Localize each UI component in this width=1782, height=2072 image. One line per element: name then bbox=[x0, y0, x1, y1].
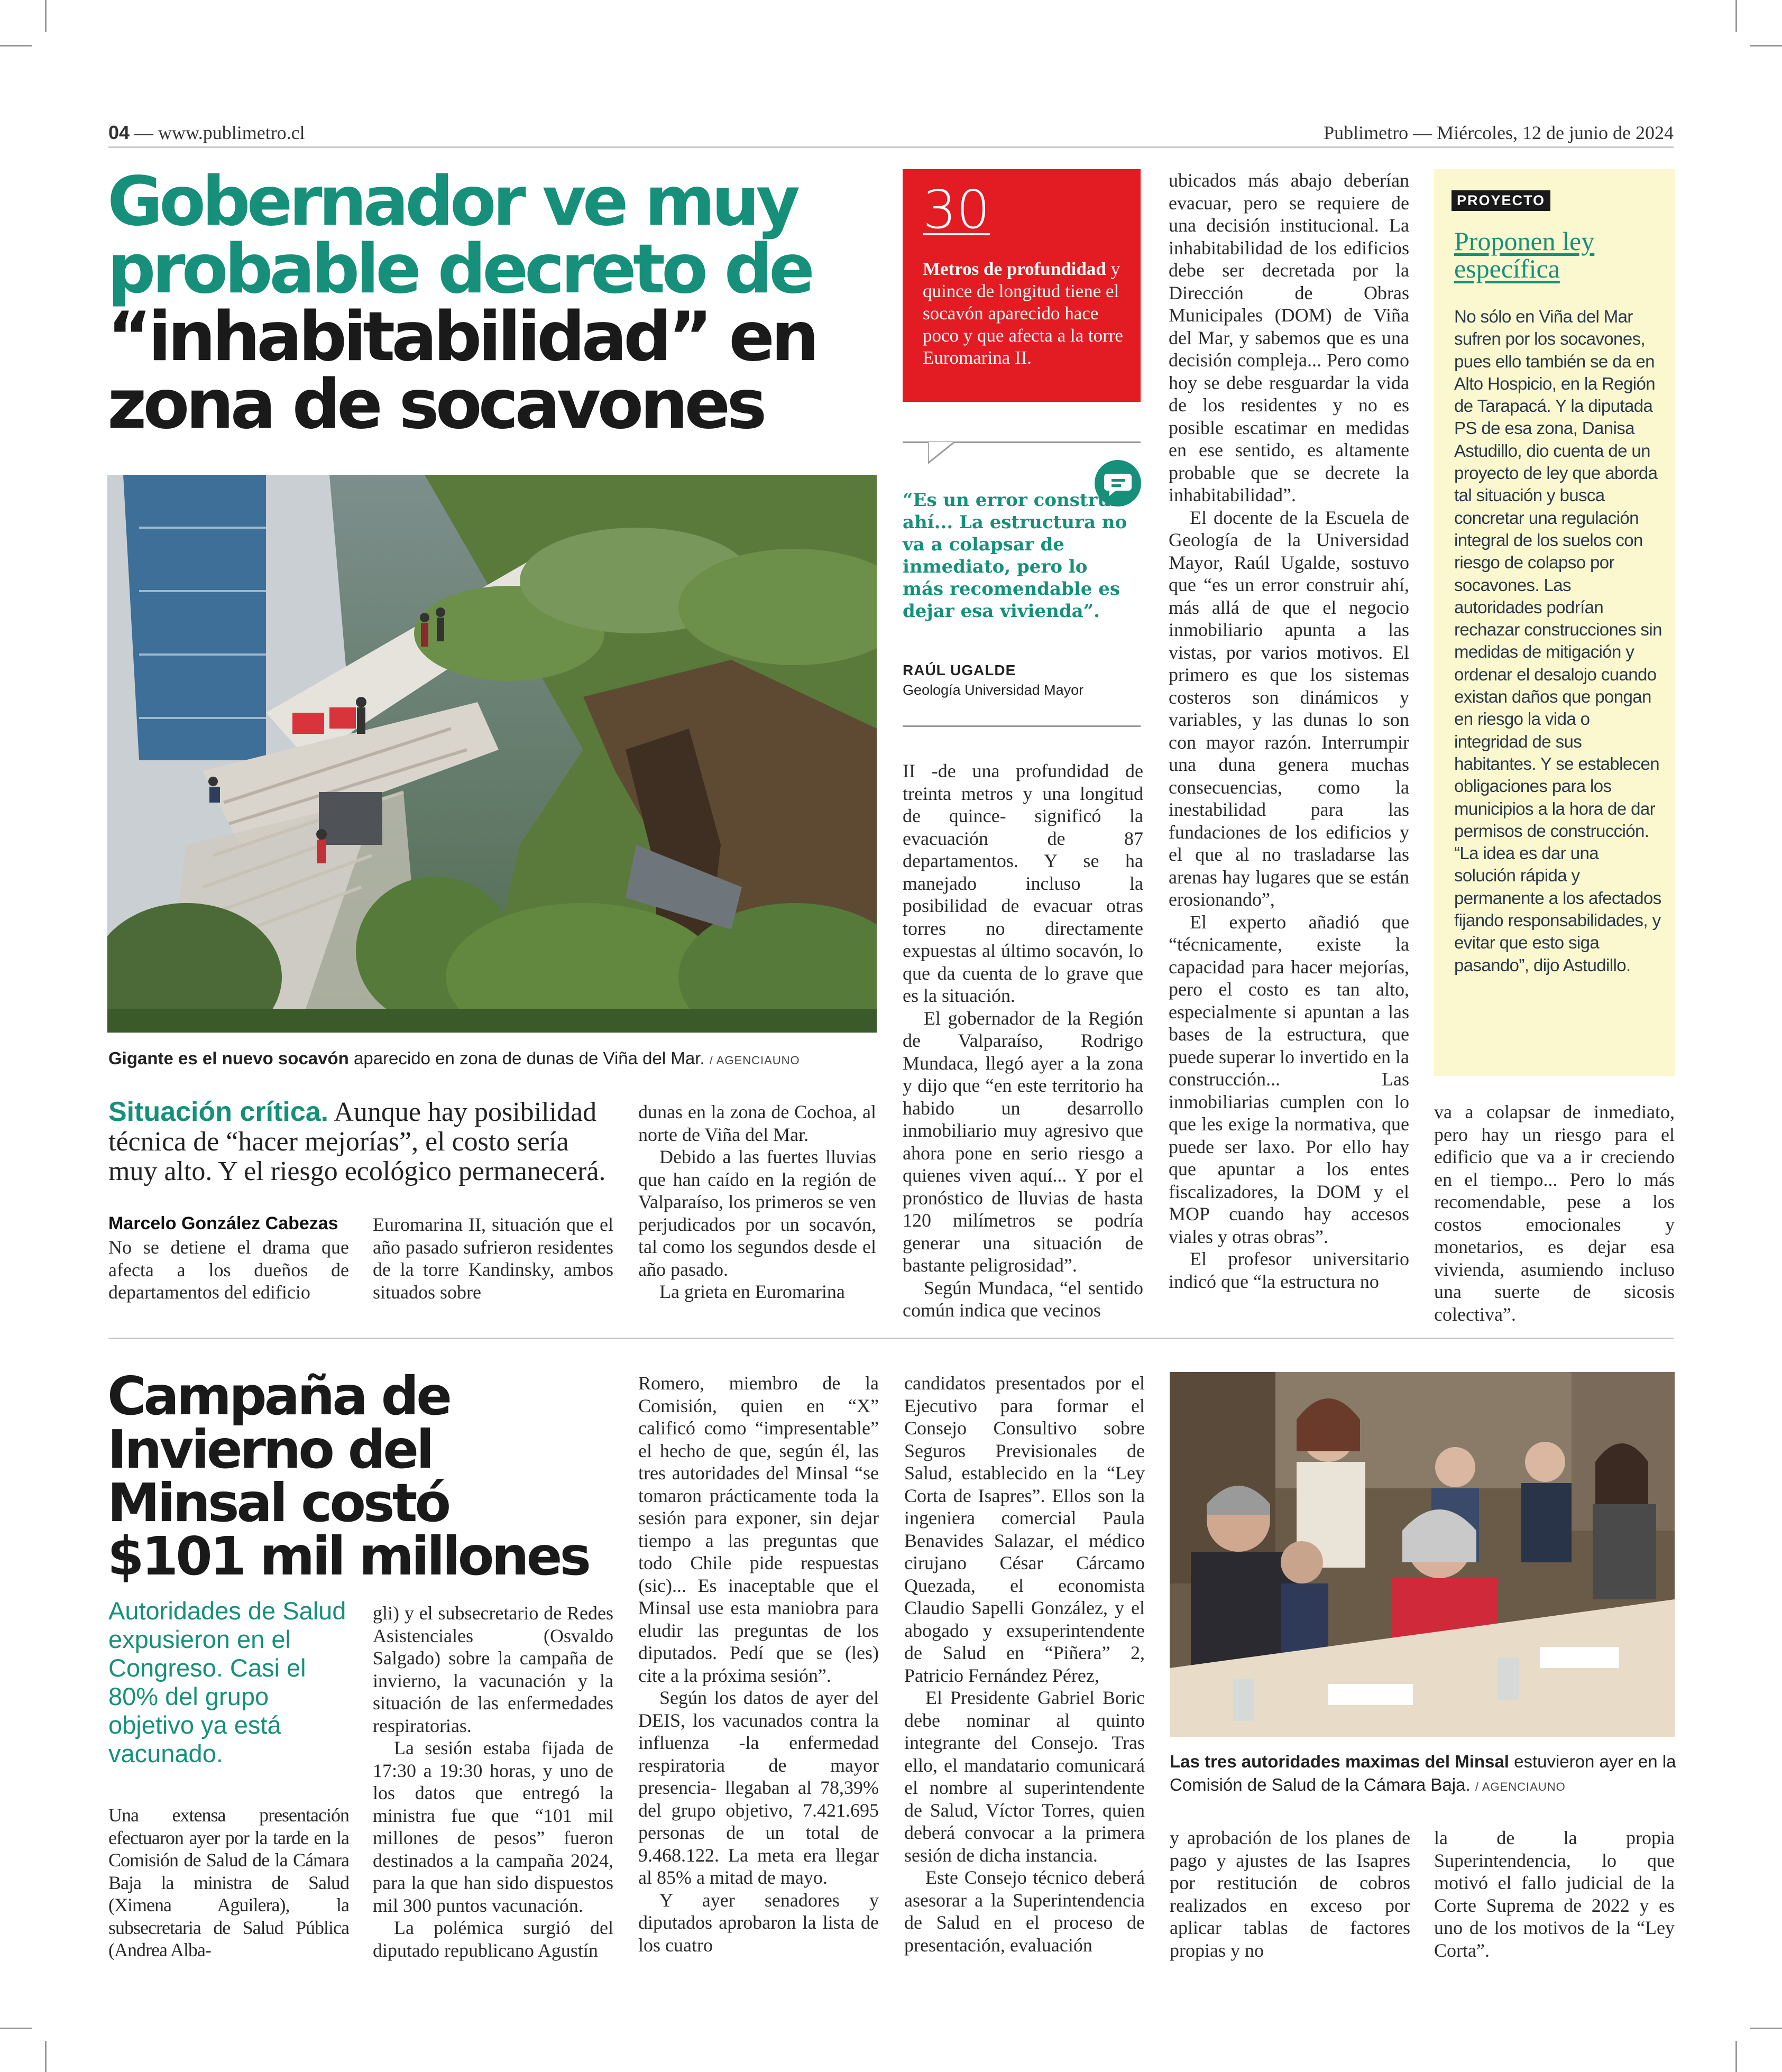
congress-photo bbox=[1170, 1372, 1675, 1737]
headline-line: $101 mil millones bbox=[107, 1525, 589, 1587]
article2-col2 bbox=[373, 1602, 613, 1962]
fact-text bbox=[923, 258, 1124, 369]
body-paragraph: Euromarina II, situación que el año pasado sufrieron residentes de la torre Kandinsky, ambos situados sobre bbox=[373, 1214, 613, 1303]
body-paragraph: Según Mundaca, “el sentido común indica que vecinos bbox=[903, 1277, 1143, 1321]
fact-box-pointer bbox=[928, 442, 960, 466]
article2-col6 bbox=[1434, 1827, 1675, 1962]
caption-bold: Las tres autoridades maximas del Minsal bbox=[1170, 1752, 1509, 1771]
crop-mark bbox=[1750, 45, 1782, 47]
article1-headline bbox=[107, 162, 890, 444]
caption-bold: Gigante es el nuevo socavón bbox=[108, 1048, 349, 1068]
headline-line: Campaña de bbox=[107, 1365, 450, 1427]
photo-caption bbox=[108, 1047, 880, 1072]
body-paragraph: El experto añadió que “técnicamente, existe la capacidad para hacer mejorías, pero el costo es tan alto, especialmente si apuntan a las bases de la estructura, que puede superar lo invertido en la construcción... Las inmobiliarias cumplen con lo que les exige la normativa, que puede ser laxo. Por ello hay que apuntar a los entes fiscalizadores, la DOM y el MOP cuando hay accesos viales y otras obras”. bbox=[1169, 911, 1409, 1247]
sidebar-title: Proponen ley específica bbox=[1454, 226, 1595, 283]
body-paragraph: dunas en la zona de Cochoa, al norte de Viña del Mar. bbox=[638, 1101, 876, 1145]
article2-col3 bbox=[638, 1372, 879, 1956]
body-paragraph: la de la propia Superintendencia, lo que motivó el fallo judicial de la Corte Suprema de 2022 y es uno de los motivos de la “Ley Corta”. bbox=[1434, 1827, 1675, 1961]
crop-mark bbox=[1735, 2041, 1737, 2072]
byline: Marcelo González Cabezas bbox=[108, 1213, 338, 1233]
article2-col1 bbox=[108, 1804, 349, 1962]
body-paragraph: candidatos presentados por el Ejecutivo para formar el Consejo Consultivo sobre Seguros Previsionales de Salud, establecido en la “Ley Corta de Isapres”. Ellos son la ingeniera comercial Paula Benavides Salazar, el médico cirujano César Cárcamo Quezada, el economista Claudio Sapelli González, y el abogado y exsuperintendente de Salud en “Piñera” 2, Patricio Fernández Pérez, bbox=[904, 1373, 1145, 1686]
article1-col2 bbox=[373, 1213, 613, 1303]
article1-col3 bbox=[638, 1101, 876, 1303]
article2-deck: Autoridades de Salud expusieron en el Congreso. Casi el 80% del grupo objetivo ya está vacunado. bbox=[108, 1597, 346, 1767]
crop-mark bbox=[1750, 2028, 1782, 2029]
deck-lead: Situación crítica. bbox=[108, 1097, 329, 1127]
body-paragraph: y aprobación de los planes de pago y ajustes de las Isapres por restitución de cobros realizados en exceso por aplicar tablas de factores propias y no bbox=[1170, 1827, 1410, 1961]
article2-col4 bbox=[904, 1372, 1145, 1956]
quote-rule bbox=[903, 725, 1141, 727]
caption-text: aparecido en zona de dunas de Viña del Mar. bbox=[348, 1048, 705, 1068]
body-paragraph: El Presidente Gabriel Boric debe nominar al quinto integrante del Consejo. Tras ello, el mandatario comunicará el nombre al superintendente de Salud, Víctor Torres, quien deberá convocar a la primera sesión de dicha instancia. bbox=[904, 1687, 1145, 1866]
headline-line: Minsal costó bbox=[107, 1472, 449, 1534]
body-paragraph: El gobernador de la Región de Valparaíso, Rodrigo Mundaca, llegó ayer a la zona y dijo que “en este territorio ha habido un desarrollo inmobiliario muy agresivo que ahora pone en serio riesgo a quienes viven aquí... Y por el pronóstico de lluvias de hasta 120 milímetros se podría generar una situación de bastante peligrosidad”. bbox=[903, 1007, 1143, 1276]
body-paragraph: Según los datos de ayer del DEIS, los vacunados contra la influenza -la enfermedad respiratoria de mayor presencia- llegaban al 78,39% del grupo objetivo, 7.421.695 personas de un total de 9.468.122. La meta era llegar al 85% a mitad de mayo. bbox=[638, 1687, 879, 1888]
sidebar-text: No sólo en Viña del Mar sufren por los socavones, pues ello también se da en Alto Hospicio, en la Región de Tarapacá. Y la diputada PS de esa zona, Danisa Astudillo, dio cuenta de un proyecto de ley que aborda tal situación y busca concretar una regulación integral de los suelos con riesgo de colapso por socavones. Las autoridades podrían rechazar construcciones sin medidas de mitigación y ordenar el desalojo cuando existan daños que pongan en riesgo la vida o integridad de sus habitantes. Y se establecen obligaciones para los municipios a la hora de dar permisos de construcción. “La idea es dar una solución rápida y permanente a los afectados fijando responsabilidades, y evitar que esto siga pasando”, dijo Astudillo. bbox=[1454, 307, 1662, 975]
crop-mark bbox=[45, 2041, 47, 2072]
headline-line: zona de socavones bbox=[107, 365, 764, 444]
article1-col6 bbox=[1434, 1101, 1675, 1325]
body-paragraph: Debido a las fuertes lluvias que han caído en la región de Valparaíso, los primeros se ven perjudicados por un socavón, tal como los segundos desde el año pasado. bbox=[638, 1146, 876, 1280]
article-separator bbox=[108, 1338, 1674, 1339]
body-paragraph: ubicados más abajo deberían evacuar, pero se requiere de una decisión institucional. La inhabitabilidad de los edificios debe ser decretada por la Dirección de Obras Municipales (DOM) de Viña del Mar, y sabemos que es una decisión compleja... Pero como hoy se debe resguardar la vida de los residentes y no es posible escatimar en medidas en ese sentido, es altamente probable que se decrete la inhabitabilidad”. bbox=[1169, 170, 1409, 505]
body-paragraph: gli) y el subsecretario de Redes Asistenciales (Osvaldo Salgado) sobre la campaña de invierno, la vacunación y la situación de las enfermedades respiratorias. bbox=[373, 1603, 613, 1736]
page-header-left bbox=[108, 122, 305, 144]
quote-role: Geología Universidad Mayor bbox=[903, 682, 1084, 698]
article1-col4 bbox=[903, 760, 1143, 1322]
page-header-right: Publimetro — Miércoles, 12 de junio de 2024 bbox=[1324, 122, 1674, 143]
sinkhole-photo bbox=[107, 475, 877, 1033]
headline-line: “inhabitabilidad” en bbox=[107, 298, 816, 376]
headline-line: Gobernador ve muy bbox=[107, 162, 797, 241]
page-number: 04 bbox=[108, 122, 130, 143]
caption-text: estuvieron ayer en la Comisión de Salud de la Cámara Baja. bbox=[1170, 1752, 1676, 1794]
body-paragraph: Y ayer senadores y diputados aprobaron la lista de los cuatro bbox=[638, 1889, 879, 1956]
body-paragraph: La sesión estaba fijada de 17:30 a 19:30 horas, y uno de los datos que entregó la ministra fue que “101 mil millones de pesos” fueron destinados a la campaña 2024, para la que han sido dispuestos mil 300 puntos vacunación. bbox=[373, 1737, 613, 1916]
headline-line: Invierno del bbox=[107, 1419, 432, 1480]
site-url: — www.publimetro.cl bbox=[134, 122, 305, 143]
article2-col5 bbox=[1170, 1827, 1410, 1962]
article1-col1 bbox=[108, 1236, 349, 1304]
caption-source: / AGENCIAUNO bbox=[1475, 1780, 1566, 1793]
article2-headline bbox=[107, 1365, 636, 1587]
article1-deck bbox=[108, 1097, 616, 1186]
fact-rest: y quince de longitud tiene el socavón aparecido hace poco y que afecta a la torre Euromarina II. bbox=[923, 259, 1123, 368]
sinkhole-illustration bbox=[107, 475, 877, 1033]
body-paragraph: El profesor universitario indicó que “la estructura no bbox=[1169, 1248, 1409, 1292]
body-paragraph: No se detiene el drama que afecta a los dueños de departamentos del edificio bbox=[108, 1237, 349, 1303]
deck-text: Aunque hay posibilidad técnica de “hacer mejorías”, el costo sería muy alto. Y el riesgo ecológico permanecerá. bbox=[108, 1097, 606, 1186]
caption-source: / AGENCIAUNO bbox=[709, 1054, 800, 1067]
crop-mark bbox=[0, 45, 32, 47]
fact-bold: Metros de profundidad bbox=[923, 259, 1106, 279]
article1-col5 bbox=[1169, 169, 1409, 1293]
quote-author: RAÚL UGALDE bbox=[903, 662, 1016, 678]
body-paragraph: La grieta en Euromarina bbox=[659, 1281, 845, 1302]
crop-mark bbox=[0, 2028, 32, 2029]
body-paragraph: Este Consejo técnico deberá asesorar a la Superintendencia de Salud en el proceso de presentación, evaluación bbox=[904, 1867, 1145, 1956]
crop-mark bbox=[45, 0, 47, 32]
header-rule bbox=[108, 146, 1674, 148]
crop-mark bbox=[1735, 0, 1737, 32]
body-paragraph: La polémica surgió del diputado republicano Agustín bbox=[373, 1917, 613, 1961]
body-paragraph: El docente de la Escuela de Geología de la Universidad Mayor, Raúl Ugalde, sostuvo que “es un error construir ahí, más allá de que el negocio inmobiliario apunta a las vistas, por varios motivos. El primero es que los sistemas costeros son dinámicos y variables, y las dunas lo son con mayor razón. Interrumpir una duna genera muchas consecuencias, como la inestabilidad para las fundaciones de los edificios y el que al no trasladarse las arenas hay lugares que se están erosionando”, bbox=[1169, 507, 1409, 910]
sidebar-tag: PROYECTO bbox=[1452, 190, 1550, 211]
photo-caption bbox=[1170, 1750, 1677, 1799]
fact-number: 30 bbox=[923, 179, 990, 241]
body-paragraph: va a colapsar de inmediato, pero hay un riesgo para el edificio que va a ir creciendo en el tiempo... Pero lo más recomendable, pese a los costos emocionales y monetarios, es dejar esa vivienda, asumiendo incluso una suerte de sicosis colectiva”. bbox=[1434, 1101, 1675, 1325]
body-paragraph: Romero, miembro de la Comisión, quien en “X” calificó como “impresentable” el hecho de que, según él, las tres autoridades del Minsal “se tomaron prácticamente toda la sesión para exponer, sin dejar tiempo a las preguntas que todo Chile pide respuestas (sic)... Es inaceptable que el Minsal use esta maniobra para eludir las preguntas de los diputados. Pedí que se (les) cite a la próxima sesión”. bbox=[638, 1373, 879, 1686]
body-paragraph: II -de una profundidad de treinta metros y una longitud de quince- significó la evacuación de 87 departamentos. Y se ha manejado incluso la posibilidad de evacuar otras torres no directamente expuestas al último socavón, lo que da cuenta de lo grave que es la situación. bbox=[903, 760, 1143, 1006]
pull-quote: “Es un error construir ahí... La estructura no va a colapsar de inmediato, pero lo más recomendable es dejar esa vivienda”. bbox=[903, 490, 1127, 622]
headline-line: probable decreto de bbox=[107, 230, 811, 309]
congress-illustration bbox=[1170, 1372, 1675, 1737]
fact-box bbox=[903, 169, 1141, 402]
body-paragraph: Una extensa presentación efectuaron ayer por la tarde en la Comisión de Salud de la Cámara Baja la ministra de Salud (Ximena Aguilera), la subsecretaria de Salud Pública (Andrea Alba- bbox=[108, 1804, 349, 1960]
